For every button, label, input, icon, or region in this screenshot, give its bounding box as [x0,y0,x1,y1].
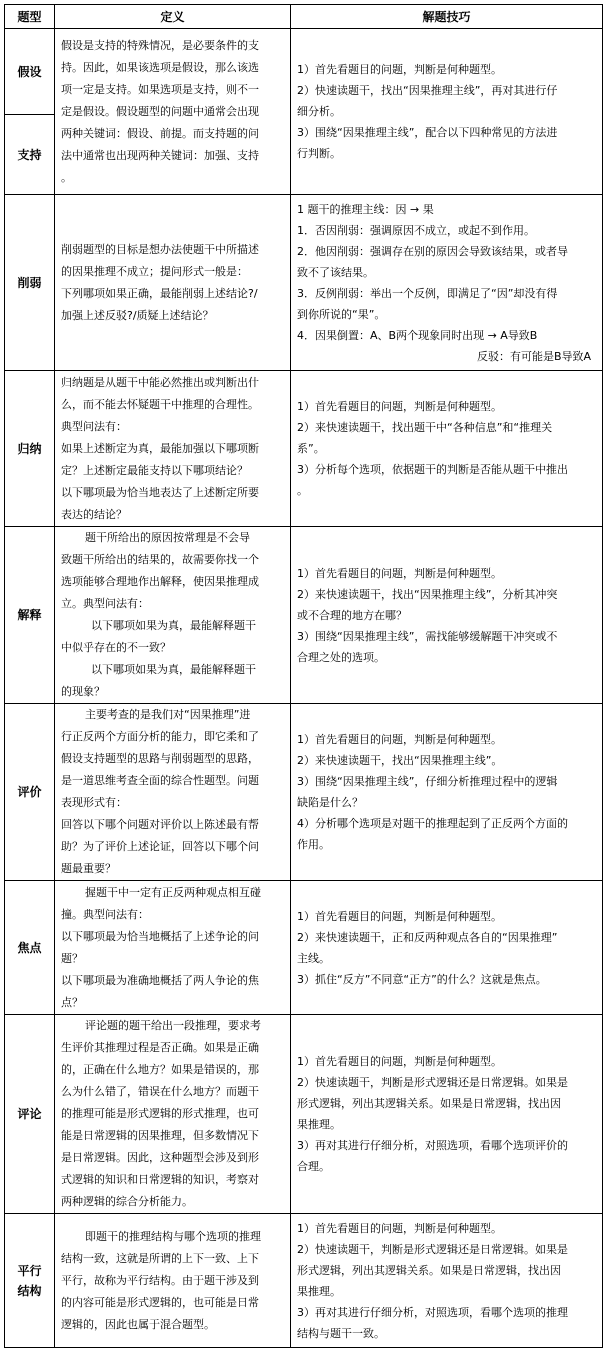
technique-line: 2）来快速读题干，找出题干中“各种信息”和“推理关 [297,421,553,434]
technique-line: 1）首先看题目的问题，判断是何种题型。 [297,909,502,923]
definition-line: 回答以下哪个问题对评价以上陈述最有帮 [61,818,259,831]
definition-line: 定是假设。假设题型的问题中通常会出现 [61,104,259,118]
definition-focus [55,881,291,1015]
definition-line: 选项能够合理地作出解释，使因果推理成 [61,575,259,588]
definition-line: 结构一致，这就是所谓的上下一致、上下 [61,1251,259,1265]
technique-line: 系”。 [297,442,325,455]
row-focus [5,881,603,1015]
type-induction: 归纳 [5,371,55,527]
definition-line: 助？为了评价上述论证，回答以下哪个问 [61,840,259,853]
definition-assumption-support [55,29,291,195]
definition-line: 以下哪项如果为真，最能解释题干 [91,619,256,632]
definition-line: 致题干所给出的结果的，故需要你找一个 [61,553,259,566]
definition-line: 逻辑的，因此也属于混合题型。 [61,1317,215,1331]
technique-line: 3）抓住“反方”不同意“正方”的什么？这就是焦点。 [297,972,547,986]
definition-line: 法中通常也出现两种关键词：加强、支持 [61,148,259,162]
technique-line: 行判断。 [297,147,341,160]
technique-line: 3）再对其进行仔细分析，对照选项，看哪个选项评价的 [297,1139,568,1152]
definition-line: 定？上述断定最能支持以下哪项结论？ [61,463,248,477]
technique-weaken [291,195,603,371]
definition-line: 握题干中一定有正反两种观点相互碰 [85,885,261,899]
definition-induction [55,371,291,527]
technique-line: 1）首先看题目的问题，判断是何种题型。 [297,1221,502,1235]
technique-line: 主线。 [297,951,330,965]
technique-line: 2）快速读题干，判断是形式逻辑还是日常逻辑。如果是 [297,1076,568,1089]
row-induction [5,371,603,527]
definition-parallel [55,1214,291,1348]
technique-induction [291,371,603,527]
definition-line: 如果上述断定为真，最能加强以下哪项断 [61,441,259,455]
definition-line: 能是日常逻辑的因果推理，但多数情况下 [61,1129,259,1142]
header-technique: 解题技巧 [291,5,603,29]
technique-line: 反驳：有可能是B导致A [477,349,592,363]
definition-comment [55,1015,291,1214]
definition-line: 以下哪项最为准确地概括了两人争论的焦 [61,973,259,987]
technique-line: 3）围绕“因果推理主线”，需找能够缓解题干冲突或不 [297,629,558,643]
row-evaluate [5,704,603,881]
definition-line: 行正反两个方面分析的能力，即它柔和了 [61,730,259,743]
definition-line: 表达的结论？ [61,507,127,521]
definition-line: 题？ [61,951,83,965]
technique-line: 到你所说的“果”。 [297,307,386,321]
technique-line: 3）分析每个选项，依据题干的判断是否能从题干中推出 [297,463,568,476]
technique-line: 合理之处的选项。 [297,650,385,664]
technique-evaluate [291,704,603,881]
technique-line: 1）首先看题目的问题，判断是何种题型。 [297,566,502,580]
type-evaluate: 评价 [5,704,55,881]
type-parallel [5,1214,55,1348]
definition-line: 么，而不能去怀疑题干中推理的合理性。 [61,397,259,411]
type-explain: 解释 [5,527,55,704]
definition-line: 点？ [61,995,83,1009]
type-comment: 评论 [5,1015,55,1214]
type-parallel-line2: 结构 [17,1283,42,1298]
definition-line: 么为什么错了，错误在什么地方？而题干 [61,1085,259,1098]
technique-line: 形式逻辑，列出其逻辑关系。如果是日常逻辑，找出因 [297,1097,561,1110]
technique-line: 4）分析哪个选项是对题干的推理起到了正反两个方面的 [297,817,568,830]
definition-line: 题干所给出的原因按常理是不会导 [85,531,250,544]
technique-line: 3．反例削弱：举出一个反例，即满足了“因”却没有得 [297,286,558,300]
technique-comment [291,1015,603,1214]
technique-line: 2）快速读题干，找出“因果推理主线”，再对其进行仔 [297,84,558,97]
technique-line: 1）首先看题目的问题，判断是何种题型。 [297,400,502,413]
definition-line: 削弱题型的目标是想办法使题干中所描述 [61,242,259,256]
definition-line: 以下哪项最为恰当地表达了上述断定所要 [61,485,259,499]
technique-line: 3）围绕“因果推理主线”，仔细分析推理过程中的逻辑 [297,775,558,788]
definition-line: 立。典型问法有： [61,597,149,610]
technique-line: 。 [297,484,308,497]
technique-line: 果推理。 [297,1118,341,1131]
logic-question-types-table [4,4,603,1348]
technique-line: 致不了该结果。 [297,265,374,279]
row-explain [5,527,603,704]
technique-parallel [291,1214,603,1348]
header-type: 题型 [5,5,55,29]
definition-line: 加强上述反驳?/质疑上述结论？ [61,308,214,322]
definition-line: 的因果推理不成立；提问形式一般是： [61,264,248,278]
technique-line: 结构与题干一致。 [297,1326,385,1340]
definition-weaken [55,195,291,371]
technique-line: 细分析。 [297,105,341,118]
definition-line: 持。因此，如果该选项是假设，那么该选 [61,60,259,74]
definition-line: 生评价其推理过程是否正确。如果是正确 [61,1041,259,1054]
definition-line: 是日常逻辑。因此，这种题型会涉及到形 [61,1151,259,1164]
technique-line: 2）来快速读题干，找出“因果推理主线”，分析其冲突 [297,587,558,601]
definition-line: 评论题的题干给出一段推理，要求考 [85,1019,261,1032]
definition-line: 两种关键词：假设、前提。而支持题的问 [61,126,259,140]
definition-line: 的推理可能是形式逻辑的形式推理，也可 [61,1107,259,1120]
row-parallel [5,1214,603,1348]
technique-line: 形式逻辑，列出其逻辑关系。如果是日常逻辑，找出因 [297,1263,561,1277]
row-comment [5,1015,603,1214]
technique-explain [291,527,603,704]
definition-line: 的内容可能是形式逻辑的，也可能是日常 [61,1295,259,1309]
technique-line: 果推理。 [297,1284,341,1298]
header-row [5,5,603,29]
technique-line: 1．否因削弱：强调原因不成立，或起不到作用。 [297,223,535,237]
definition-line: 撞。典型问法有： [61,907,149,921]
row-weaken [5,195,603,371]
technique-assumption-support [291,29,603,195]
definition-line: 。 [61,170,72,184]
technique-line: 3）再对其进行仔细分析，对照选项，看哪个选项的推理 [297,1305,568,1319]
definition-line: 项一定是支持。如果选项是支持，则不一 [61,82,259,96]
technique-line: 3）围绕“因果推理主线”，配合以下四种常见的方法进 [297,126,558,139]
type-weaken: 削弱 [5,195,55,371]
definition-line: 中似乎存在的不一致？ [61,641,171,654]
header-definition: 定义 [55,5,291,29]
definition-line: 两种逻辑的综合分析能力。 [61,1195,193,1208]
definition-line: 即题干的推理结构与哪个选项的推理 [85,1229,261,1243]
definition-line: 典型问法有： [61,419,127,433]
type-focus: 焦点 [5,881,55,1015]
technique-line: 1）首先看题目的问题，判断是何种题型。 [297,733,502,746]
technique-line: 1）首先看题目的问题，判断是何种题型。 [297,1055,502,1068]
definition-line: 假设支持题型的思路与削弱题型的思路， [61,752,259,765]
definition-line: 以下哪项如果为真，最能解释题干 [91,663,256,676]
technique-line: 作用。 [297,838,330,851]
definition-line: 归纳题是从题干中能必然推出或判断出什 [61,375,259,389]
type-assumption: 假设 [5,29,55,115]
definition-line: 是一道思维考查全面的综合性题型。问题 [61,774,259,787]
technique-line: 1 题干的推理主线：因 → 果 [297,202,434,216]
technique-line: 2）快速读题干，判断是形式逻辑还是日常逻辑。如果是 [297,1242,568,1256]
definition-line: 平行，故称为平行结构。由于题干涉及到 [61,1273,259,1287]
definition-line: 式逻辑的知识和日常逻辑的知识，考察对 [61,1173,259,1186]
technique-line: 缺陷是什么？ [297,796,363,809]
definition-explain [55,527,291,704]
type-support: 支持 [5,115,55,195]
definition-line: 以下哪项最为恰当地概括了上述争论的问 [61,929,259,943]
technique-line: 合理。 [297,1160,330,1173]
type-parallel-line1: 平行 [17,1263,42,1278]
definition-evaluate [55,704,291,881]
definition-line: 表现形式有： [61,796,127,809]
definition-line: 的现象？ [61,685,105,698]
definition-line: 主要考查的是我们对“因果推理”进 [85,708,251,721]
definition-line: 的，正确在什么地方？如果是错误的，那 [61,1063,259,1076]
technique-line: 4．因果倒置：A、B两个现象同时出现 → A导致B [297,328,538,342]
technique-line: 2）来快速读题干，正和反两种观点各自的“因果推理” [297,930,558,944]
technique-line: 1）首先看题目的问题，判断是何种题型。 [297,63,502,76]
definition-line: 假设是支持的特殊情况，是必要条件的支 [61,38,259,52]
technique-line: 或不合理的地方在哪？ [297,608,407,622]
technique-focus [291,881,603,1015]
definition-line: 题最重要？ [61,862,116,875]
technique-line: 2）来快速读题干，找出“因果推理主线”。 [297,754,503,767]
technique-line: 2．他因削弱：强调存在别的原因会导致该结果，或者导 [297,244,568,258]
row-assumption [5,29,603,115]
definition-line: 下列哪项如果正确，最能削弱上述结论?/ [61,286,258,300]
